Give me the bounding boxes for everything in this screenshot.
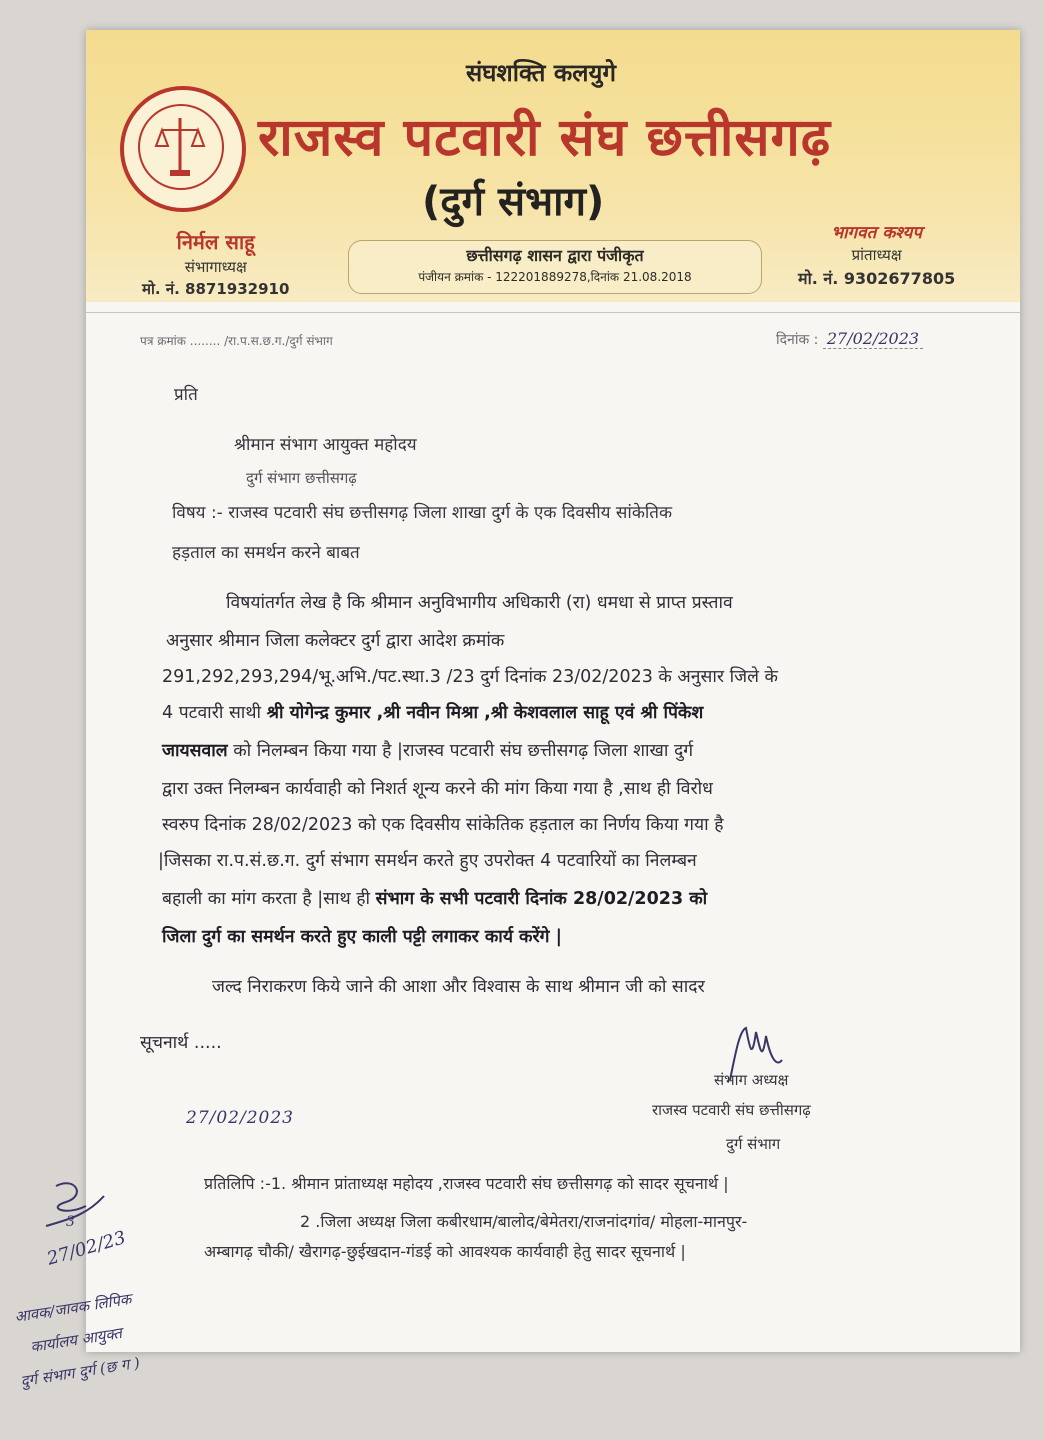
letter-sheet <box>86 30 1020 1352</box>
addressee-line-1: श्रीमान संभाग आयुक्त महोदय <box>234 435 417 455</box>
paragraph-1-line-2: अनुसार श्रीमान जिला कलेक्टर दुर्ग द्वारा आदेश क्रमांक <box>166 631 505 651</box>
receipt-date: 27/02/23 <box>44 1227 129 1270</box>
president-name: निर्मल साहू <box>176 230 255 254</box>
date-label: दिनांक : <box>776 332 819 348</box>
president-phone: मो. नं. 8871932910 <box>142 280 290 298</box>
paragraph-2-line-1: जल्द निराकरण किये जाने की आशा और विश्वास के साथ श्रीमान जी को सादर <box>212 977 705 997</box>
paragraph-2-line-2: सूचनार्थ ..... <box>140 1033 222 1053</box>
divider <box>86 312 1020 313</box>
divisional-president-block <box>142 228 289 299</box>
registered-text: छत्तीसगढ़ शासन द्वारा पंजीकृत <box>466 246 644 265</box>
paragraph-1-line-5 <box>162 738 693 762</box>
copy-to-line-2: 2 .जिला अध्यक्ष जिला कबीरधाम/बालोद/बेमेतरा/राजनांदगांव/ मोहला-मानपुर- <box>300 1212 748 1231</box>
paragraph-1-line-7: स्वरुप दिनांक 28/02/2023 को एक दिवसीय सांकेतिक हड़ताल का निर्णय किया गया है <box>162 815 724 835</box>
state-president-phone: मो. नं. 9302677805 <box>798 269 956 288</box>
scale-icon <box>150 112 210 182</box>
paragraph-1-line-6: द्वारा उक्त निलम्बन कार्यवाही को निशर्त शून्य करने की मांग किया गया है ,साथ ही विरोध <box>162 779 713 799</box>
suspended-patwari-surname: जायसवाल <box>162 741 228 761</box>
paragraph-1-line-1: विषयांतर्गत लेख है कि श्रीमान अनुविभागीय अधिकारी (रा) धमधा से प्राप्त प्रस्ताव <box>226 593 733 613</box>
copy-to-line-1: प्रतिलिपि :-1. श्रीमान प्रांताध्यक्ष महोदय ,राजस्व पटवारी संघ छत्तीसगढ़ को सादर सूचनार्थ | <box>204 1174 729 1193</box>
signatory-title: संभाग अध्यक्ष <box>714 1071 789 1089</box>
letterhead <box>86 30 1020 302</box>
stamp-line-2: कार्यालय आयुक्त <box>29 1323 124 1357</box>
suspended-patwari-names: श्री योगेन्द्र कुमार ,श्री नवीन मिश्रा ,श्री केशवलाल साहू एवं श्री पिंकेश <box>266 703 704 723</box>
signatory-division: दुर्ग संभाग <box>726 1135 781 1153</box>
paragraph-1-line-4 <box>162 700 703 724</box>
letter-date <box>776 329 923 349</box>
president-role: संभागाध्यक्ष <box>184 258 247 276</box>
stamp-line-3: दुर्ग संभाग दुर्ग (छ ग ) <box>19 1353 142 1391</box>
state-president-block <box>798 220 955 289</box>
stamp-line-1: आवक/जावक लिपिक <box>13 1289 133 1327</box>
registration-number: पंजीयन क्रमांक - 122201889278,दिनांक 21.08.2018 <box>418 270 692 284</box>
line-4-text: 4 पटवारी साथी <box>162 703 267 723</box>
state-president-name: भागवत कश्यप <box>831 223 922 243</box>
division-name: (दुर्ग संभाग) <box>422 179 605 225</box>
line-5-text: को निलम्बन किया गया है |राजस्व पटवारी संघ छत्तीसगढ़ जिला शाखा दुर्ग <box>227 741 694 761</box>
state-president-role: प्रांताध्यक्ष <box>851 246 902 264</box>
line-9-text: बहाली का मांग करता है |साथ ही <box>162 889 376 909</box>
signatory-organization: राजस्व पटवारी संघ छत्तीसगढ़ <box>652 1101 811 1119</box>
organization-name: राजस्व पटवारी संघ छत्तीसगढ़ <box>258 108 832 168</box>
paragraph-1-line-9 <box>162 886 707 910</box>
motto: संघशक्ति कलयुगे <box>466 59 616 87</box>
paragraph-1-line-10: जिला दुर्ग का समर्थन करते हुए काली पट्टी लगाकर कार्य करेंगे | <box>162 927 562 947</box>
date-value: 27/02/2023 <box>823 329 923 349</box>
copy-to-line-3: अम्बागढ़ चौकी/ खैरागढ़-छुईखदान-गंडई को आवश्यक कार्यवाही हेतु सादर सूचनार्थ | <box>204 1242 686 1261</box>
registration-box <box>348 240 762 294</box>
signed-date: 27/02/2023 <box>186 1108 294 1128</box>
union-seal <box>120 86 246 212</box>
black-band-announcement: संभाग के सभी पटवारी दिनांक 28/02/2023 को <box>375 889 708 909</box>
receipt-number: 3 <box>66 1214 75 1230</box>
to-label: प्रति <box>174 385 198 405</box>
subject-line-2: हड़ताल का समर्थन करने बाबत <box>172 543 360 563</box>
addressee-line-2: दुर्ग संभाग छत्तीसगढ़ <box>246 469 357 487</box>
paragraph-1-line-3: 291,292,293,294/भू.अभि./पट.स्था.3 /23 दुर्ग दिनांक 23/02/2023 के अनुसार जिले के <box>162 667 778 687</box>
subject-line-1: विषय :- राजस्व पटवारी संघ छत्तीसगढ़ जिला शाखा दुर्ग के एक दिवसीय सांकेतिक <box>172 503 673 523</box>
reference-number: पत्र क्रमांक ........ /रा.प.स.छ.ग./दुर्ग संभाग <box>140 334 333 348</box>
paragraph-1-line-8: |जिसका रा.प.सं.छ.ग. दुर्ग संभाग समर्थन करते हुए उपरोक्त 4 पटवारियों का निलम्बन <box>158 851 697 871</box>
